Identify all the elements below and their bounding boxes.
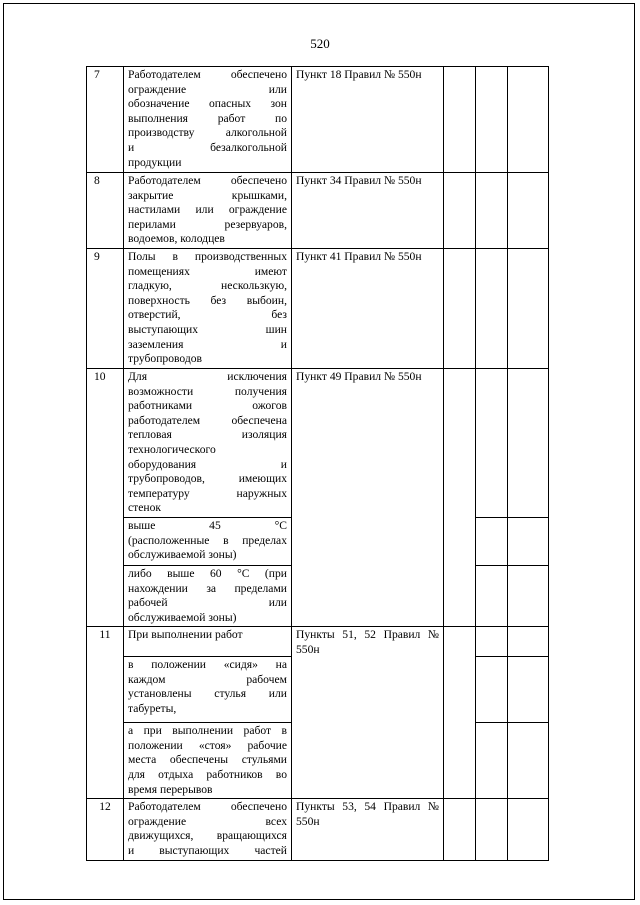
row-number: 10 [87,368,124,626]
answer-cell-yes[interactable] [444,799,476,861]
requirement-subtext: а при выполнении работ в положении «стоя» рабочие места обеспечены стульями для отдыха работников во время перерывов [124,723,292,799]
row-number: 12 [87,799,124,861]
requirements-table-wrap [86,66,549,861]
answer-cell-na[interactable] [508,173,549,249]
requirement-text: Работодателем обеспечено ограждение всех движущихся, вращающихся и выступающих частей [124,799,292,861]
answer-cell-na[interactable] [508,799,549,861]
answer-cell-no[interactable] [476,517,508,565]
requirement-text: Работодателем обеспечено закрытие крышками, настилами или ограждение перилами резервуаров, водоемов, колодцев [124,173,292,249]
row-number: 8 [87,173,124,249]
requirement-text: При выполнении работ [124,627,292,657]
regulation-reference: Пункт 18 Правил № 550н [292,67,444,173]
requirement-text: Для исключения возможности получения работниками ожогов работодателем обеспечена тепловая изоляция технологического оборудования и трубопроводов, имеющих температуру наружных стенок [124,368,292,517]
answer-cell-yes[interactable] [444,627,476,799]
requirement-text: Работодателем обеспечено ограждение или обозначение опасных зон выполнения работ по производству алкогольной и безалкогольной продукции [124,67,292,173]
regulation-reference: Пункт 41 Правил № 550н [292,248,444,368]
answer-cell-na[interactable] [508,723,549,799]
row-number: 11 [87,627,124,799]
requirement-subtext: в положении «сидя» на каждом рабочем установлены стулья или табуреты, [124,657,292,723]
table-row [87,248,549,368]
answer-cell-no[interactable] [476,248,508,368]
answer-cell-na[interactable] [508,627,549,657]
requirement-subtext: выше 45 °С (расположенные в пределах обслуживаемой зоны) [124,517,292,565]
requirement-text: Полы в производственных помещениях имеют гладкую, нескользкую, поверхность без выбоин, отверстий, без выступающих шин заземления и трубопроводов [124,248,292,368]
regulation-reference: Пункты 51, 52 Правил № 550н [292,627,444,799]
answer-cell-na[interactable] [508,657,549,723]
answer-cell-no[interactable] [476,799,508,861]
answer-cell-na[interactable] [508,565,549,626]
answer-cell-na[interactable] [508,248,549,368]
answer-cell-no[interactable] [476,565,508,626]
answer-cell-no[interactable] [476,657,508,723]
answer-cell-yes[interactable] [444,248,476,368]
answer-cell-yes[interactable] [444,368,476,626]
requirement-subtext: либо выше 60 °С (при нахождении за пределами рабочей или обслуживаемой зоны) [124,565,292,626]
table-row [87,368,549,517]
table-row [87,173,549,249]
table-row [87,627,549,657]
requirements-table [86,66,549,861]
answer-cell-yes[interactable] [444,173,476,249]
regulation-reference: Пункты 53, 54 Правил № 550н [292,799,444,861]
answer-cell-no[interactable] [476,723,508,799]
page-number: 520 [310,36,330,51]
answer-cell-yes[interactable] [444,67,476,173]
answer-cell-na[interactable] [508,517,549,565]
answer-cell-na[interactable] [508,67,549,173]
answer-cell-no[interactable] [476,627,508,657]
table-row [87,67,549,173]
row-number: 7 [87,67,124,173]
regulation-reference: Пункт 49 Правил № 550н [292,368,444,626]
row-number: 9 [87,248,124,368]
answer-cell-na[interactable] [508,368,549,517]
answer-cell-no[interactable] [476,67,508,173]
regulation-reference: Пункт 34 Правил № 550н [292,173,444,249]
table-row [87,799,549,861]
answer-cell-no[interactable] [476,173,508,249]
answer-cell-no[interactable] [476,368,508,517]
